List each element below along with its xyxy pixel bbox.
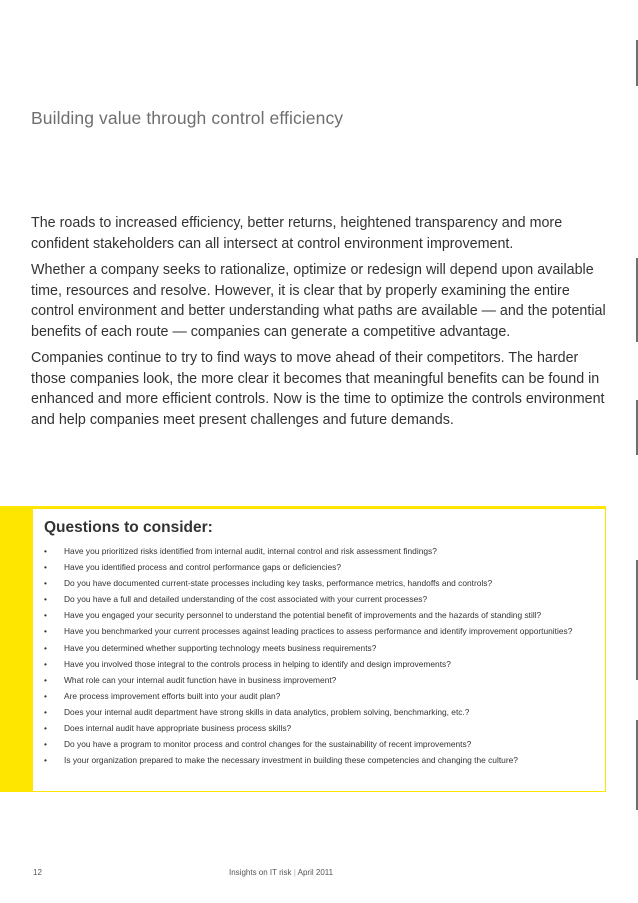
question-text: Does your internal audit department have strong skills in data analytics, problem solving, benchmarking, etc.? [64,706,470,717]
bullet-icon: • [44,674,47,685]
question-text: Have you determined whether supporting technology meets business requirements? [64,642,377,653]
section-title: Building value through control efficiency [31,108,344,128]
question-item [44,609,604,621]
question-item [44,754,604,766]
bullet-icon: • [44,658,47,669]
questions-list [44,545,604,770]
footer-date: April 2011 [297,868,334,877]
questions-title: Questions to consider: [44,519,213,536]
question-item [44,577,604,589]
question-item [44,593,604,605]
bullet-icon: • [44,706,47,717]
bullet-icon: • [44,594,47,605]
bullet-icon: • [44,642,47,653]
question-text: Are process improvement efforts built into your audit plan? [64,690,281,701]
footer-separator: | [293,868,296,877]
question-item [44,706,604,718]
question-item [44,690,604,702]
bullet-icon: • [44,723,47,734]
question-text: Does internal audit have appropriate business process skills? [64,723,292,734]
question-text: Have you engaged your security personnel to understand the potential benefit of improvements and the hazards of standing still? [64,610,542,621]
question-item [44,625,604,637]
question-text: Have you identified process and control performance gaps or deficiencies? [64,562,341,573]
question-text: Do you have a program to monitor process and control changes for the sustainability of recent improvements? [64,739,472,750]
question-text: Have you involved those integral to the controls process in helping to identify and design improvements? [64,658,451,669]
question-text: Do you have a full and detailed understanding of the cost associated with your current processes? [64,594,428,605]
bullet-icon: • [44,690,47,701]
bullet-icon: • [44,578,47,589]
question-text: Have you prioritized risks identified from internal audit, internal control and risk assessment findings? [64,546,437,556]
footer-doc-info [229,868,333,877]
question-item [44,642,604,654]
body-paragraph: The roads to increased efficiency, better returns, heightened transparency and more confident stakeholders can all intersect at control environment improvement. [31,215,563,252]
footer-doc-title: Insights on IT risk [229,868,292,877]
body-text [31,213,616,436]
bullet-icon: • [44,562,47,573]
bullet-icon: • [44,546,47,556]
bullet-icon: • [44,739,47,750]
question-item [44,738,604,750]
question-item [44,658,604,670]
question-item [44,674,604,686]
question-item [44,545,604,557]
question-text: What role can your internal audit function have in business improvement? [64,674,337,685]
body-paragraph: Companies continue to try to find ways to move ahead of their competitors. The harder those companies look, the more clear it becomes that meaningful benefits can be found in enhanced and more efficient controls. Now is the time to optimize the controls environment and help companies meet present challenges and future demands. [31,350,605,428]
question-item [44,722,604,734]
body-paragraph: Whether a company seeks to rationalize, optimize or redesign will depend upon available time, resources and resolve. However, it is clear that by properly examining the entire control environment and better understanding what paths are available — and the potential benefits of each route — companies can generate a competitive advantage. [31,262,606,340]
bullet-icon: • [44,626,47,637]
question-text: Have you benchmarked your current processes against leading practices to assess performance and identify improvement opportunities? [64,626,573,637]
question-text: Is your organization prepared to make the necessary investment in building these competencies and changing the culture? [64,755,518,766]
question-item [44,561,604,573]
question-text: Do you have documented current-state processes including key tasks, performance metrics, handoffs and controls? [64,578,493,589]
bullet-icon: • [44,755,47,766]
page-number: 12 [33,868,42,877]
bullet-icon: • [44,610,47,621]
